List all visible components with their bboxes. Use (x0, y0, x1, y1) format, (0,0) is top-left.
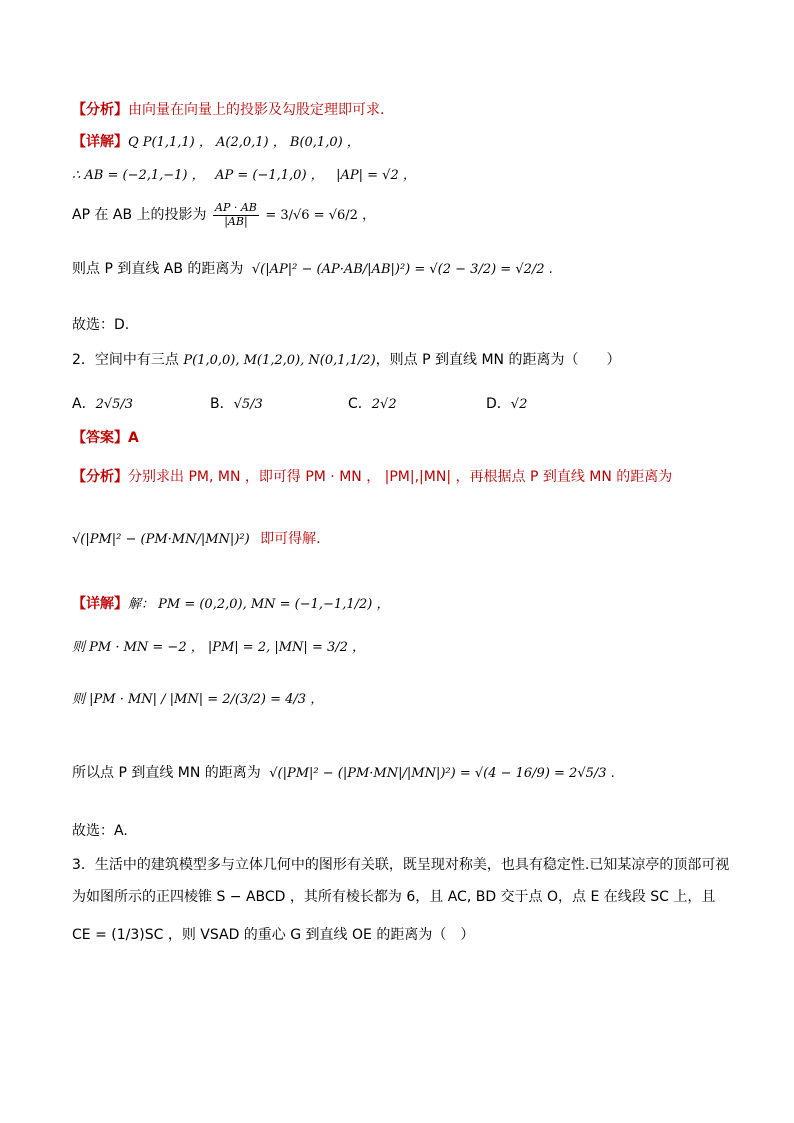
q2-detail-line-3 (72, 692, 323, 706)
detail-line-3 (72, 202, 375, 228)
option-d[interactable] (486, 397, 527, 411)
q2-answer-line (72, 431, 139, 445)
q2-detail-line-1 (72, 597, 389, 611)
option-a[interactable] (72, 397, 133, 411)
projection-label: AP 在 AB 上的投影为 (72, 207, 207, 224)
vector-ap: AP = (−1,1,0) ， (215, 168, 324, 183)
q2-projection: 则 |PM · MN| / |MN| = 2/(3/2) = 4/3 ， (72, 692, 324, 707)
q2-stem-start: 2．空间中有三点 (72, 352, 179, 368)
analysis-text: 由向量在向量上的投影及勾股定理即可求. (128, 102, 385, 118)
q2-stem-end: ，则点 P 到直线 MN 的距离为（ ） (375, 352, 621, 368)
detail-line-2 (72, 168, 416, 182)
q2-analysis-end: 即可得解. (260, 531, 321, 547)
distance-formula: √(|AP|² − (AP·AB/|AB|)²) = √(2 − 3/2) = √2/2 . (251, 262, 553, 277)
projection-denominator: |AB| (224, 214, 248, 228)
analysis-line (72, 103, 384, 117)
ap-length: |AP| = √2 ， (336, 168, 416, 183)
option-c-label: C． (348, 396, 372, 412)
vector-ab: ∴ AB = (−2,1,−1) ， (72, 168, 205, 183)
q2-detail-tag: 【详解】 (72, 596, 128, 612)
q3-line-3 (72, 928, 474, 942)
q3-text-3: CE = (1/3)SC ，则 VSAD 的重心 G 到直线 OE 的距离为（ ） (72, 927, 475, 943)
result-text: 故选：D. (72, 317, 130, 333)
q2-analysis-formula: √(|PM|² − (PM·MN/|MN|)²) (72, 532, 250, 547)
detail-line-4 (72, 262, 553, 276)
q2-analysis-line (72, 470, 672, 484)
points-given: Q P(1,1,1) ， A(2,0,1) ， B(0,1,0) ， (128, 135, 360, 150)
option-b-label: B． (210, 396, 234, 412)
option-d-value: √2 (510, 397, 528, 412)
q3-text-1: 3．生活中的建筑模型多与立体几何中的图形有关联，既呈现对称美，也具有稳定性.已知某凉亭的顶部可视 (72, 857, 730, 873)
q2-analysis-tag: 【分析】 (72, 469, 128, 485)
q3-line-1 (72, 858, 729, 872)
result-line (72, 318, 129, 332)
analysis-tag: 【分析】 (72, 102, 128, 118)
q2-detail-line-4 (72, 766, 615, 780)
projection-fraction (213, 202, 259, 228)
q2-distance-label: 所以点 P 到直线 MN 的距离为 (72, 765, 261, 781)
q2-analysis-formula-line (72, 532, 321, 546)
q2-distance-formula: √(|PM|² − (|PM·MN|/|MN|)²) = √(4 − 16/9) = 2√5/3 . (269, 766, 615, 781)
option-c[interactable] (348, 397, 397, 411)
q3-text-2: 为如图所示的正四棱锥 S − ABCD ，其所有棱长都为 6，且 AC, BD 交于点 O，点 E 在线段 SC 上，且 (72, 889, 716, 905)
q3-line-2 (72, 890, 715, 904)
option-b[interactable] (210, 397, 263, 411)
distance-label: 则点 P 到直线 AB 的距离为 (72, 261, 244, 277)
q2-points: P(1,0,0), M(1,2,0), N(0,1,1/2) (183, 353, 376, 368)
option-c-value: 2√2 (371, 397, 397, 412)
q2-stem (72, 353, 620, 367)
option-a-value: 2√5/3 (95, 397, 134, 412)
answer-value: A (128, 430, 139, 446)
option-a-label: A． (72, 396, 96, 412)
projection-numerator: AP · AB (215, 201, 257, 214)
q2-vectors: 解： PM = (0,2,0), MN = (−1,−1,1/2) ， (128, 597, 390, 612)
q2-detail-line-2 (72, 640, 365, 654)
option-d-label: D． (486, 396, 511, 412)
q2-analysis-text: 分别求出 PM, MN ，即可得 PM · MN ， |PM|,|MN| ，再根据点 P 到直线 MN 的距离为 (128, 469, 673, 485)
option-b-value: √5/3 (233, 397, 263, 412)
detail-line-1 (72, 135, 360, 149)
q2-dot-and-lengths: 则 PM · MN = −2 ， |PM| = 2, |MN| = 3/2 ， (72, 640, 366, 655)
projection-value: = 3/√6 = √6/2 ， (265, 208, 376, 224)
detail-tag: 【详解】 (72, 134, 128, 150)
q2-options (72, 397, 722, 417)
answer-tag: 【答案】 (72, 430, 128, 446)
q2-result: 故选：A. (72, 823, 128, 839)
q2-result-line (72, 824, 128, 838)
